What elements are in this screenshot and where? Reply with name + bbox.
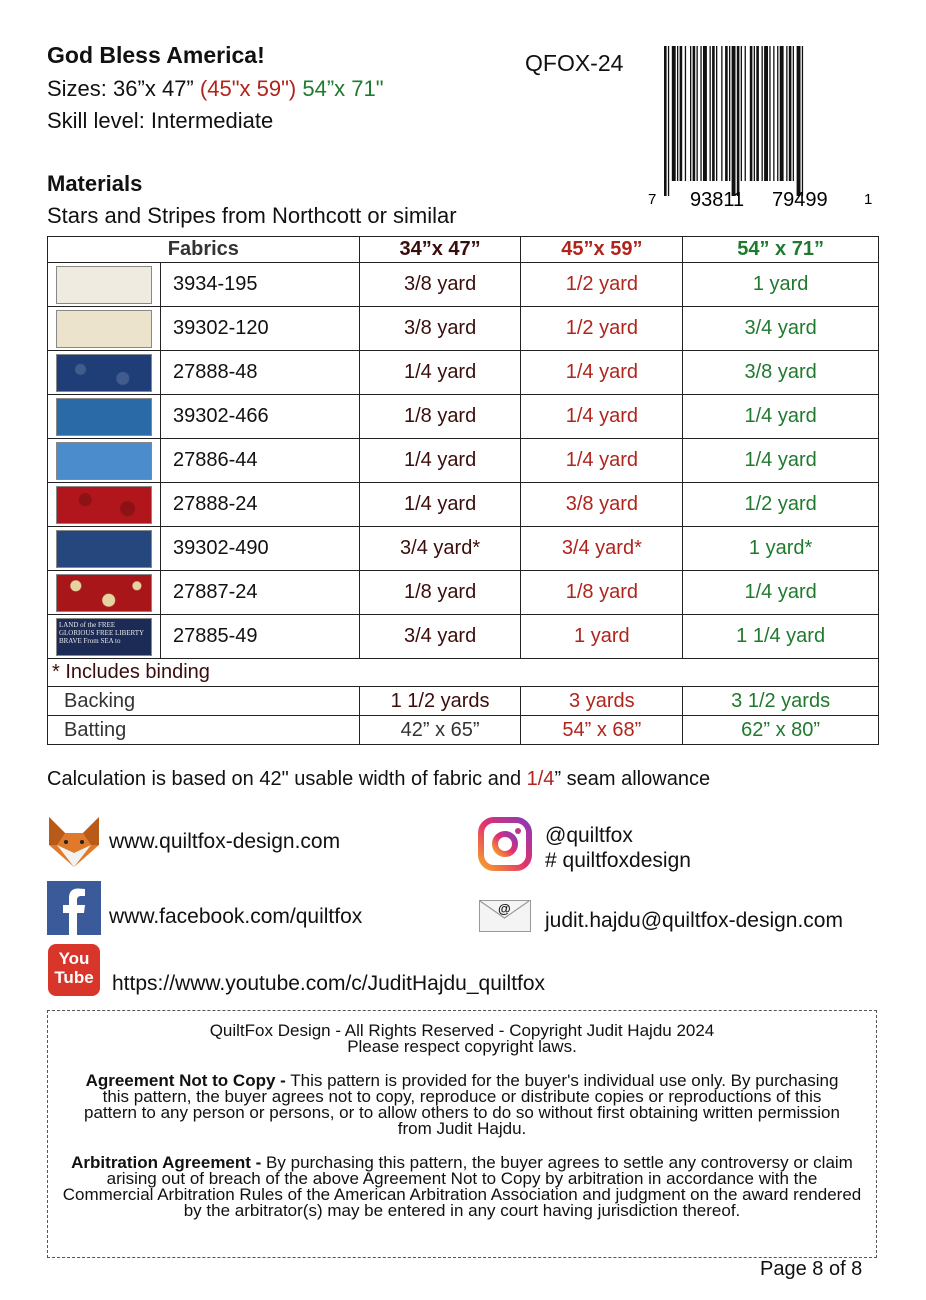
yardage-large: 1/2 yard — [683, 483, 879, 527]
yardage-large: 3/4 yard — [683, 307, 879, 351]
arbitration-text: By purchasing this pattern, the buyer agrees to settle any controversy or claim arising out of breach of the above Agreement Not to Copy by arbitration in accordance with the Commercial Arbitration Rules of the American Arbitration Association and judgment on the award rendered by the arbitrator(s) may be entered in any court having jurisdiction thereof. — [62, 1153, 862, 1220]
facebook-icon — [47, 881, 101, 935]
table-row — [48, 395, 879, 439]
barcode-bar — [750, 46, 753, 181]
table-row — [48, 527, 879, 571]
barcode-bar — [737, 46, 740, 196]
table-row — [48, 263, 879, 307]
barcode-bar — [697, 46, 698, 181]
fabric-code: 3934-195 — [160, 263, 359, 307]
barcode-digits-2: 79499 — [772, 189, 828, 211]
yardage-medium: 1/2 yard — [521, 307, 683, 351]
fabric-code: 39302-490 — [160, 527, 359, 571]
agreement-text: This pattern is provided for the buyer's individual use only. By purchasing this pattern, the buyer agrees not to copy, reproduce or distribute copies or reproductions of this pattern to any person or persons, or to allow others to do so without first obtaining written permission from Judit Hajdu. — [84, 1071, 840, 1138]
legal-box — [47, 1010, 877, 1258]
agreement-title: Agreement Not to Copy - — [85, 1071, 286, 1090]
sizes-label: Sizes: — [47, 76, 107, 101]
fabric-swatch — [56, 310, 152, 348]
fabric-swatch — [56, 442, 152, 480]
backing-large: 3 1/2 yards — [683, 687, 879, 716]
yardage-medium: 1/4 yard — [521, 395, 683, 439]
barcode-bar — [680, 46, 683, 181]
table-row — [48, 439, 879, 483]
backing-row — [48, 687, 879, 716]
swatch-print-text: LAND of the FREE GLORIOUS FREE LIBERTY BRAVE From SEA to — [58, 620, 144, 645]
calc-seam: 1/4 — [526, 768, 555, 790]
yardage-medium: 1/2 yard — [521, 263, 683, 307]
barcode-bar — [685, 46, 686, 181]
facebook-link[interactable]: www.facebook.com/quiltfox — [109, 905, 363, 928]
yardage-large: 3/8 yard — [683, 351, 879, 395]
fabric-swatch — [56, 574, 152, 612]
email-link[interactable]: judit.hajdu@quiltfox-design.com — [545, 909, 843, 932]
email-icon — [479, 900, 531, 932]
table-row — [48, 307, 879, 351]
fabric-code: 39302-466 — [160, 395, 359, 439]
yardage-small: 3/8 yard — [359, 263, 521, 307]
binding-note: * Includes binding — [48, 659, 879, 687]
barcode-bar — [725, 46, 728, 181]
barcode-left-digit: 7 — [648, 191, 657, 208]
fabric-code: 39302-120 — [160, 307, 359, 351]
binding-note-row — [48, 659, 879, 687]
table-row — [48, 483, 879, 527]
respect-line: Please respect copyright laws. — [347, 1037, 577, 1056]
youtube-icon-text-top: You — [58, 949, 90, 968]
yardage-medium: 1/8 yard — [521, 571, 683, 615]
barcode-bar — [789, 46, 792, 181]
yardage-small: 1/4 yard — [359, 351, 521, 395]
yardage-large: 1 yard* — [683, 527, 879, 571]
barcode — [648, 46, 876, 216]
yardage-medium: 1/4 yard — [521, 351, 683, 395]
barcode-bar — [764, 46, 768, 181]
header-size-small: 34”x 47” — [359, 237, 521, 263]
yardage-medium: 1 yard — [521, 615, 683, 659]
backing-small: 1 1/2 yards — [359, 687, 521, 716]
materials-heading: Materials — [47, 171, 143, 196]
batting-row — [48, 716, 879, 745]
barcode-bar — [762, 46, 763, 181]
arbitration-paragraph — [48, 1155, 876, 1219]
pattern-code: QFOX-24 — [525, 50, 624, 76]
yardage-small: 1/8 yard — [359, 395, 521, 439]
yardage-small: 1/4 yard — [359, 483, 521, 527]
backing-medium: 3 yards — [521, 687, 683, 716]
barcode-bar — [668, 46, 669, 196]
fabric-swatch — [56, 530, 152, 568]
yardage-large: 1/4 yard — [683, 571, 879, 615]
barcode-bar — [677, 46, 678, 181]
fabric-table — [47, 236, 879, 745]
yardage-small: 3/8 yard — [359, 307, 521, 351]
yardage-small: 1/4 yard — [359, 439, 521, 483]
website-link[interactable]: www.quiltfox-design.com — [109, 830, 341, 853]
batting-large: 62” x 80” — [683, 716, 879, 745]
table-header-row — [48, 237, 879, 263]
instagram-handle[interactable]: @quiltfox — [545, 824, 633, 847]
agreement-paragraph — [48, 1073, 876, 1137]
yardage-large: 1/4 yard — [683, 439, 879, 483]
barcode-digits-1: 93811 — [690, 189, 745, 211]
barcode-bar — [786, 46, 787, 181]
barcode-bar — [780, 46, 784, 181]
fabric-code: 27885-49 — [160, 615, 359, 659]
barcode-bar — [690, 46, 691, 181]
yardage-medium: 3/8 yard — [521, 483, 683, 527]
youtube-icon — [48, 944, 100, 996]
calc-text-pre: Calculation is based on 42" usable width of fabric and — [47, 768, 527, 790]
yardage-medium: 3/4 yard* — [521, 527, 683, 571]
barcode-bar — [754, 46, 755, 181]
barcode-bar — [797, 46, 801, 196]
fabric-swatch — [56, 354, 152, 392]
fabric-code: 27888-48 — [160, 351, 359, 395]
yardage-small: 3/4 yard — [359, 615, 521, 659]
barcode-bar — [716, 46, 717, 181]
fabric-code: 27886-44 — [160, 439, 359, 483]
yardage-medium: 1/4 yard — [521, 439, 683, 483]
instagram-hashtag: # quiltfoxdesign — [545, 849, 691, 872]
barcode-bar — [802, 46, 803, 196]
barcode-bar — [732, 46, 736, 196]
materials-subtitle: Stars and Stripes from Northcott or similar — [47, 203, 457, 228]
calc-text-post: ” seam allowance — [554, 768, 711, 790]
page-number: Page 8 of 8 — [760, 1258, 863, 1280]
header-size-large: 54” x 71” — [683, 237, 879, 263]
barcode-bar — [756, 46, 759, 181]
header-fabrics: Fabrics — [48, 237, 360, 263]
youtube-link[interactable]: https://www.youtube.com/c/JuditHajdu_quiltfox — [112, 972, 546, 995]
yardage-large: 1/4 yard — [683, 395, 879, 439]
barcode-right-digit: 1 — [864, 191, 873, 208]
skill-level: Skill level: Intermediate — [47, 108, 274, 133]
fabric-swatch — [56, 618, 152, 656]
barcode-bar — [721, 46, 722, 181]
yardage-small: 3/4 yard* — [359, 527, 521, 571]
table-row — [48, 615, 879, 659]
barcode-bar — [672, 46, 676, 181]
fox-logo-icon — [47, 815, 101, 869]
yardage-large: 1 1/4 yard — [683, 615, 879, 659]
barcode-bar — [745, 46, 746, 181]
table-row — [48, 351, 879, 395]
fabric-swatch — [56, 398, 152, 436]
calculation-note — [47, 768, 710, 791]
barcode-bar — [710, 46, 711, 181]
barcode-bar — [693, 46, 696, 181]
size-medium: (45"x 59") — [199, 76, 297, 101]
batting-medium: 54” x 68” — [521, 716, 683, 745]
barcode-bar — [741, 46, 742, 181]
table-row — [48, 571, 879, 615]
size-large: 54”x 71" — [302, 76, 384, 101]
barcode-bar — [773, 46, 774, 181]
barcode-bar — [777, 46, 778, 181]
barcode-bar — [769, 46, 770, 181]
sizes-line — [47, 76, 384, 102]
fabric-code: 27888-24 — [160, 483, 359, 527]
instagram-icon — [478, 817, 532, 871]
fabric-swatch — [56, 486, 152, 524]
pattern-title: God Bless America! — [47, 42, 265, 68]
yardage-small: 1/8 yard — [359, 571, 521, 615]
at-symbol: @ — [498, 901, 511, 916]
youtube-icon-text-bottom: Tube — [54, 968, 94, 987]
barcode-bar — [703, 46, 707, 181]
arbitration-title: Arbitration Agreement - — [71, 1153, 262, 1172]
yardage-large: 1 yard — [683, 263, 879, 307]
backing-label: Backing — [48, 687, 360, 716]
barcode-bar — [700, 46, 701, 181]
barcode-bars — [664, 46, 803, 196]
fabric-swatch — [56, 266, 152, 304]
fabric-code: 27887-24 — [160, 571, 359, 615]
copyright-line: QuiltFox Design - All Rights Reserved - Copyright Judit Hajdu 2024 — [209, 1021, 715, 1040]
barcode-bar — [712, 46, 715, 181]
barcode-bar — [664, 46, 667, 196]
barcode-bar — [793, 46, 794, 181]
barcode-bar — [729, 46, 730, 181]
header-size-medium: 45”x 59” — [521, 237, 683, 263]
size-small: 36”x 47” — [113, 76, 194, 101]
batting-label: Batting — [48, 716, 360, 745]
batting-small: 42” x 65” — [359, 716, 521, 745]
